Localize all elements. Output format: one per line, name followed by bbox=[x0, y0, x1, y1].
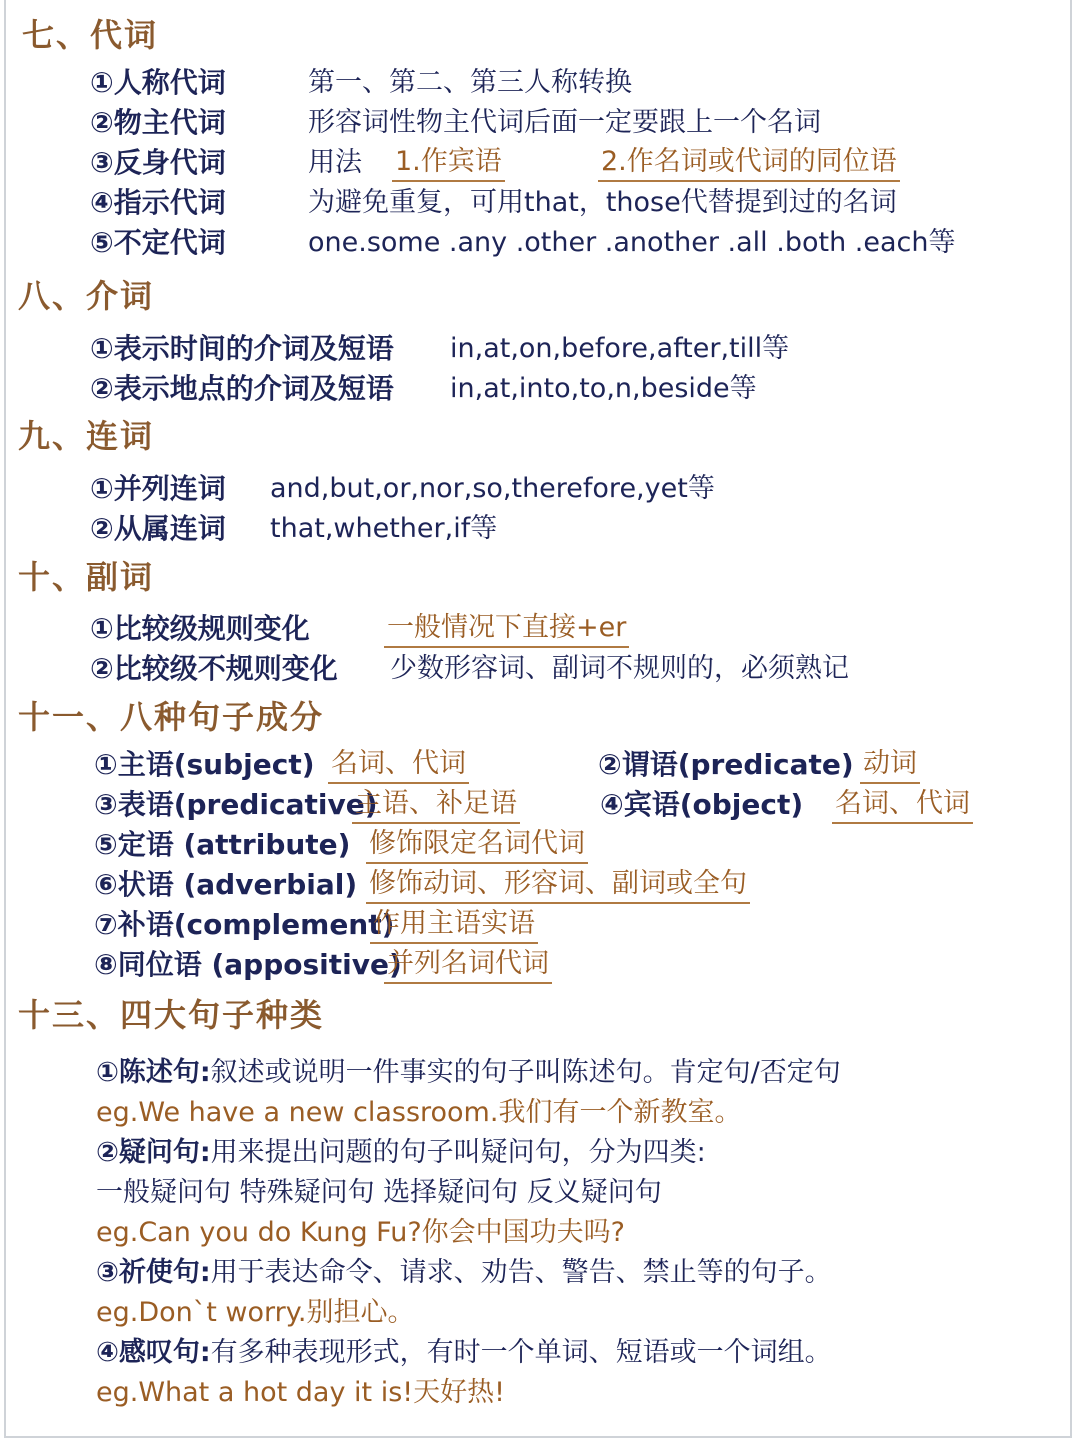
section-title-sentence-elements: 十一、八种句子成分 bbox=[18, 698, 325, 736]
definition: 用于表达命令、请求、劝告、警告、禁止等的句子。 bbox=[210, 1257, 832, 1288]
term: ②疑问句: bbox=[96, 1137, 211, 1168]
item-label: ⑤不定代词 bbox=[90, 226, 226, 259]
item-label: ②表示地点的介词及短语 bbox=[90, 372, 394, 405]
item-value: 一般情况下直接+er bbox=[384, 610, 629, 648]
item-label: ③表语(predicative) bbox=[94, 788, 378, 821]
usage-underlined: 1.作宾语 bbox=[392, 144, 505, 182]
example-line: eg.Can you do Kung Fu?你会中国功夫吗? bbox=[96, 1217, 625, 1248]
item-label: ①主语(subject) bbox=[94, 748, 315, 781]
section-title-sentence-types: 十三、四大句子种类 bbox=[18, 996, 325, 1034]
item-label: ⑤定语 (attribute) bbox=[94, 828, 351, 861]
item-value: 为避免重复，可用that，those代替提到过的名词 bbox=[308, 187, 897, 218]
item-value: 主语、补足语 bbox=[352, 786, 520, 824]
item-value: 名词、代词 bbox=[328, 746, 469, 784]
example-line: eg.We have a new classroom.我们有一个新教室。 bbox=[96, 1097, 742, 1128]
item-value: 名词、代词 bbox=[832, 786, 973, 824]
item-value: in,at,into,to,n,beside等 bbox=[450, 373, 757, 404]
item-label: ②比较级不规则变化 bbox=[90, 652, 338, 685]
item-label: ①人称代词 bbox=[90, 66, 226, 99]
item-value: 修饰动词、形容词、副词或全句 bbox=[366, 866, 750, 904]
sentence-type-interrogative bbox=[96, 1134, 706, 1172]
item-label: ②物主代词 bbox=[90, 106, 226, 139]
item-label: ④宾语(object) bbox=[600, 788, 804, 821]
item-value: 并列名词代词 bbox=[384, 946, 552, 984]
item-label: ①比较级规则变化 bbox=[90, 612, 310, 645]
item-label: ②谓语(predicate) bbox=[598, 748, 854, 781]
sentence-type-declarative bbox=[96, 1054, 841, 1092]
definition: 有多种表现形式，有时一个单词、短语或一个词组。 bbox=[210, 1337, 832, 1368]
item-label: ①并列连词 bbox=[90, 472, 226, 505]
section-title-prepositions: 八、介词 bbox=[18, 277, 155, 315]
definition: 叙述或说明一件事实的句子叫陈述句。肯定句/否定句 bbox=[210, 1057, 841, 1088]
item-value: 形容词性物主代词后面一定要跟上一个名词 bbox=[308, 107, 821, 138]
item-value: that,whether,if等 bbox=[270, 513, 498, 544]
term: ④感叹句: bbox=[96, 1337, 211, 1368]
item-label: ①表示时间的介词及短语 bbox=[90, 332, 394, 365]
section-title-conjunctions: 九、连词 bbox=[18, 417, 155, 455]
item-value: in,at,on,before,after,till等 bbox=[450, 333, 790, 364]
sentence-type-exclamatory bbox=[96, 1334, 832, 1372]
item-value: and,but,or,nor,so,therefore,yet等 bbox=[270, 473, 715, 504]
section-title-adverbs: 十、副词 bbox=[18, 558, 155, 596]
item-value: 少数形容词、副词不规则的，必须熟记 bbox=[390, 653, 849, 684]
item-label: ④指示代词 bbox=[90, 186, 226, 219]
item-label: ⑦补语(complement) bbox=[94, 908, 395, 941]
item-label: ⑧同位语 (appositive) bbox=[94, 948, 402, 981]
question-categories: 一般疑问句 特殊疑问句 选择疑问句 反义疑问句 bbox=[96, 1177, 662, 1208]
item-value: 作用主语实语 bbox=[370, 906, 538, 944]
definition: 用来提出问题的句子叫疑问句，分为四类: bbox=[210, 1137, 706, 1168]
item-value: 修饰限定名词代词 bbox=[366, 826, 588, 864]
example-line: eg.Don`t worry.别担心。 bbox=[96, 1297, 415, 1328]
term: ③祈使句: bbox=[96, 1257, 211, 1288]
usage-underlined: 2.作名词或代词的同位语 bbox=[598, 144, 900, 182]
term: ①陈述句: bbox=[96, 1057, 211, 1088]
sentence-type-imperative bbox=[96, 1254, 832, 1292]
example-line: eg.What a hot day it is!天好热! bbox=[96, 1377, 505, 1408]
item-value: 第一、第二、第三人称转换 bbox=[308, 67, 632, 98]
item-value: 用法 bbox=[308, 147, 362, 178]
item-value: one.some .any .other .another .all .both .each等 bbox=[308, 227, 956, 258]
item-value: 动词 bbox=[860, 746, 920, 784]
section-title-pronouns: 七、代词 bbox=[22, 16, 159, 54]
item-label: ③反身代词 bbox=[90, 146, 226, 179]
item-label: ②从属连词 bbox=[90, 512, 226, 545]
item-label: ⑥状语 (adverbial) bbox=[94, 868, 358, 901]
